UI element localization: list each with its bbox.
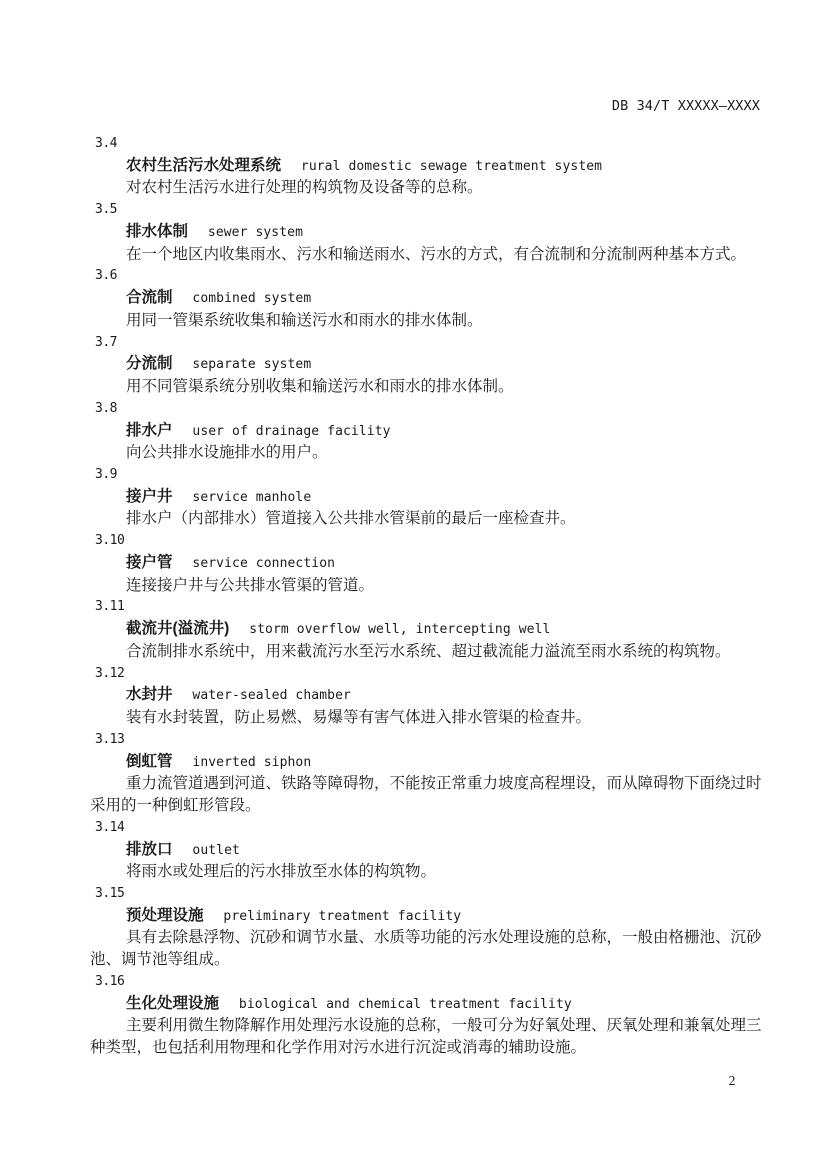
term-definition: 重力流管道遇到河道、铁路等障碍物，不能按正常重力坡度高程埋设，而从障碍物下面绕过时采用的一种倒虹形管段。 (90, 775, 762, 815)
term-english-label: service connection (192, 555, 336, 571)
term-definition: 合流制排水系统中，用来截流污水至污水系统、超过截流能力溢流至雨水系统的构筑物。 (126, 642, 731, 660)
term-chinese-label: 生化处理设施 (126, 994, 220, 1012)
terms-list (90, 133, 762, 1059)
term-heading (90, 684, 762, 707)
term-definition: 用不同管渠系统分别收集和输送污水和雨水的排水体制。 (126, 378, 514, 396)
term-definition: 将雨水或处理后的污水排放至水体的构筑物。 (126, 863, 437, 881)
term-definition: 装有水封装置，防止易燃、易爆等有害气体进入排水管渠的检查井。 (126, 709, 592, 727)
term-number: 3.11 (95, 599, 125, 615)
term-number: 3.7 (95, 334, 117, 350)
term-heading (90, 155, 762, 178)
term-heading (90, 287, 762, 310)
page-number: 2 (728, 1073, 736, 1088)
term-heading (90, 993, 762, 1016)
term-english-label: rural domestic sewage treatment system (300, 158, 603, 174)
term-item (90, 398, 762, 464)
term-english-label: inverted siphon (192, 754, 312, 770)
term-chinese-label: 排放口 (126, 840, 173, 858)
term-number: 3.16 (95, 973, 125, 989)
term-definition: 排水户（内部排水）管道接入公共排水管渠前的最后一座检查井。 (126, 510, 576, 528)
term-item (90, 133, 762, 199)
term-heading (90, 618, 762, 641)
term-definition: 用同一管渠系统收集和输送污水和雨水的排水体制。 (126, 311, 483, 329)
term-english-label: user of drainage facility (192, 423, 391, 439)
term-number: 3.14 (95, 819, 125, 835)
term-chinese-label: 预处理设施 (126, 906, 204, 924)
term-chinese-label: 倒虹管 (126, 752, 173, 770)
term-english-label: biological and chemical treatment facility (238, 996, 572, 1012)
term-heading (90, 420, 762, 443)
term-english-label: water-sealed chamber (192, 688, 351, 704)
term-number: 3.13 (95, 731, 125, 747)
term-heading (90, 839, 762, 862)
term-english-label: service manhole (192, 489, 312, 505)
term-heading (90, 905, 762, 928)
term-heading (90, 552, 762, 575)
term-item (90, 265, 762, 331)
term-chinese-label: 接户井 (126, 487, 173, 505)
term-item (90, 817, 762, 883)
term-number: 3.4 (95, 136, 117, 151)
term-item (90, 464, 762, 530)
term-chinese-label: 接户管 (126, 553, 173, 571)
term-number: 3.6 (95, 268, 117, 284)
term-definition: 对农村生活污水进行处理的构筑物及设备等的总称。 (126, 179, 483, 197)
term-chinese-label: 分流制 (126, 355, 173, 373)
page-footer (718, 1072, 746, 1090)
term-number: 3.8 (95, 400, 117, 416)
term-item (90, 883, 762, 971)
term-definition: 在一个地区内收集雨水、污水和输送雨水、污水的方式，有合流制和分流制两种基本方式。 (126, 245, 747, 263)
term-number: 3.10 (95, 533, 125, 549)
term-chinese-label: 水封井 (126, 686, 173, 704)
term-item (90, 663, 762, 729)
term-definition: 主要利用微生物降解作用处理污水设施的总称，一般可分为好氧处理、厌氧处理和兼氧处理三种类型，也包括利用物理和化学作用对污水进行沉淀或消毒的辅助设施。 (90, 1017, 762, 1057)
term-item (90, 971, 762, 1059)
page-header (90, 99, 760, 113)
term-english-label: outlet (192, 842, 240, 858)
term-number: 3.12 (95, 665, 125, 681)
terms-section (90, 133, 762, 1059)
term-definition: 向公共排水设施排水的用户。 (126, 444, 328, 462)
term-english-label: storm overflow well, intercepting well (249, 622, 551, 638)
term-chinese-label: 排水体制 (126, 222, 189, 240)
term-heading (90, 353, 762, 376)
term-english-label: combined system (192, 291, 312, 307)
term-definition: 具有去除悬浮物、沉砂和调节水量、水质等功能的污水处理设施的总称，一般由格栅池、沉砂池、调节池等组成。 (90, 929, 762, 969)
term-chinese-label: 合流制 (126, 289, 173, 307)
term-chinese-label: 截流井(溢流井) (126, 620, 230, 638)
term-english-label: preliminary treatment facility (223, 908, 462, 924)
term-number: 3.9 (95, 467, 117, 483)
term-chinese-label: 排水户 (126, 421, 173, 439)
term-item (90, 332, 762, 398)
term-english-label: separate system (192, 357, 312, 373)
term-number: 3.5 (95, 202, 117, 218)
standard-code: DB 34/T XXXXX—XXXX (611, 98, 760, 114)
term-heading (90, 221, 762, 244)
term-number: 3.15 (95, 885, 125, 901)
term-item (90, 729, 762, 817)
term-heading (90, 751, 762, 774)
term-heading (90, 486, 762, 509)
term-item (90, 530, 762, 596)
term-english-label: sewer system (207, 224, 304, 240)
term-chinese-label: 农村生活污水处理系统 (126, 156, 282, 174)
term-item (90, 199, 762, 265)
term-item (90, 596, 762, 662)
term-definition: 连接接户井与公共排水管渠的管道。 (126, 576, 375, 594)
